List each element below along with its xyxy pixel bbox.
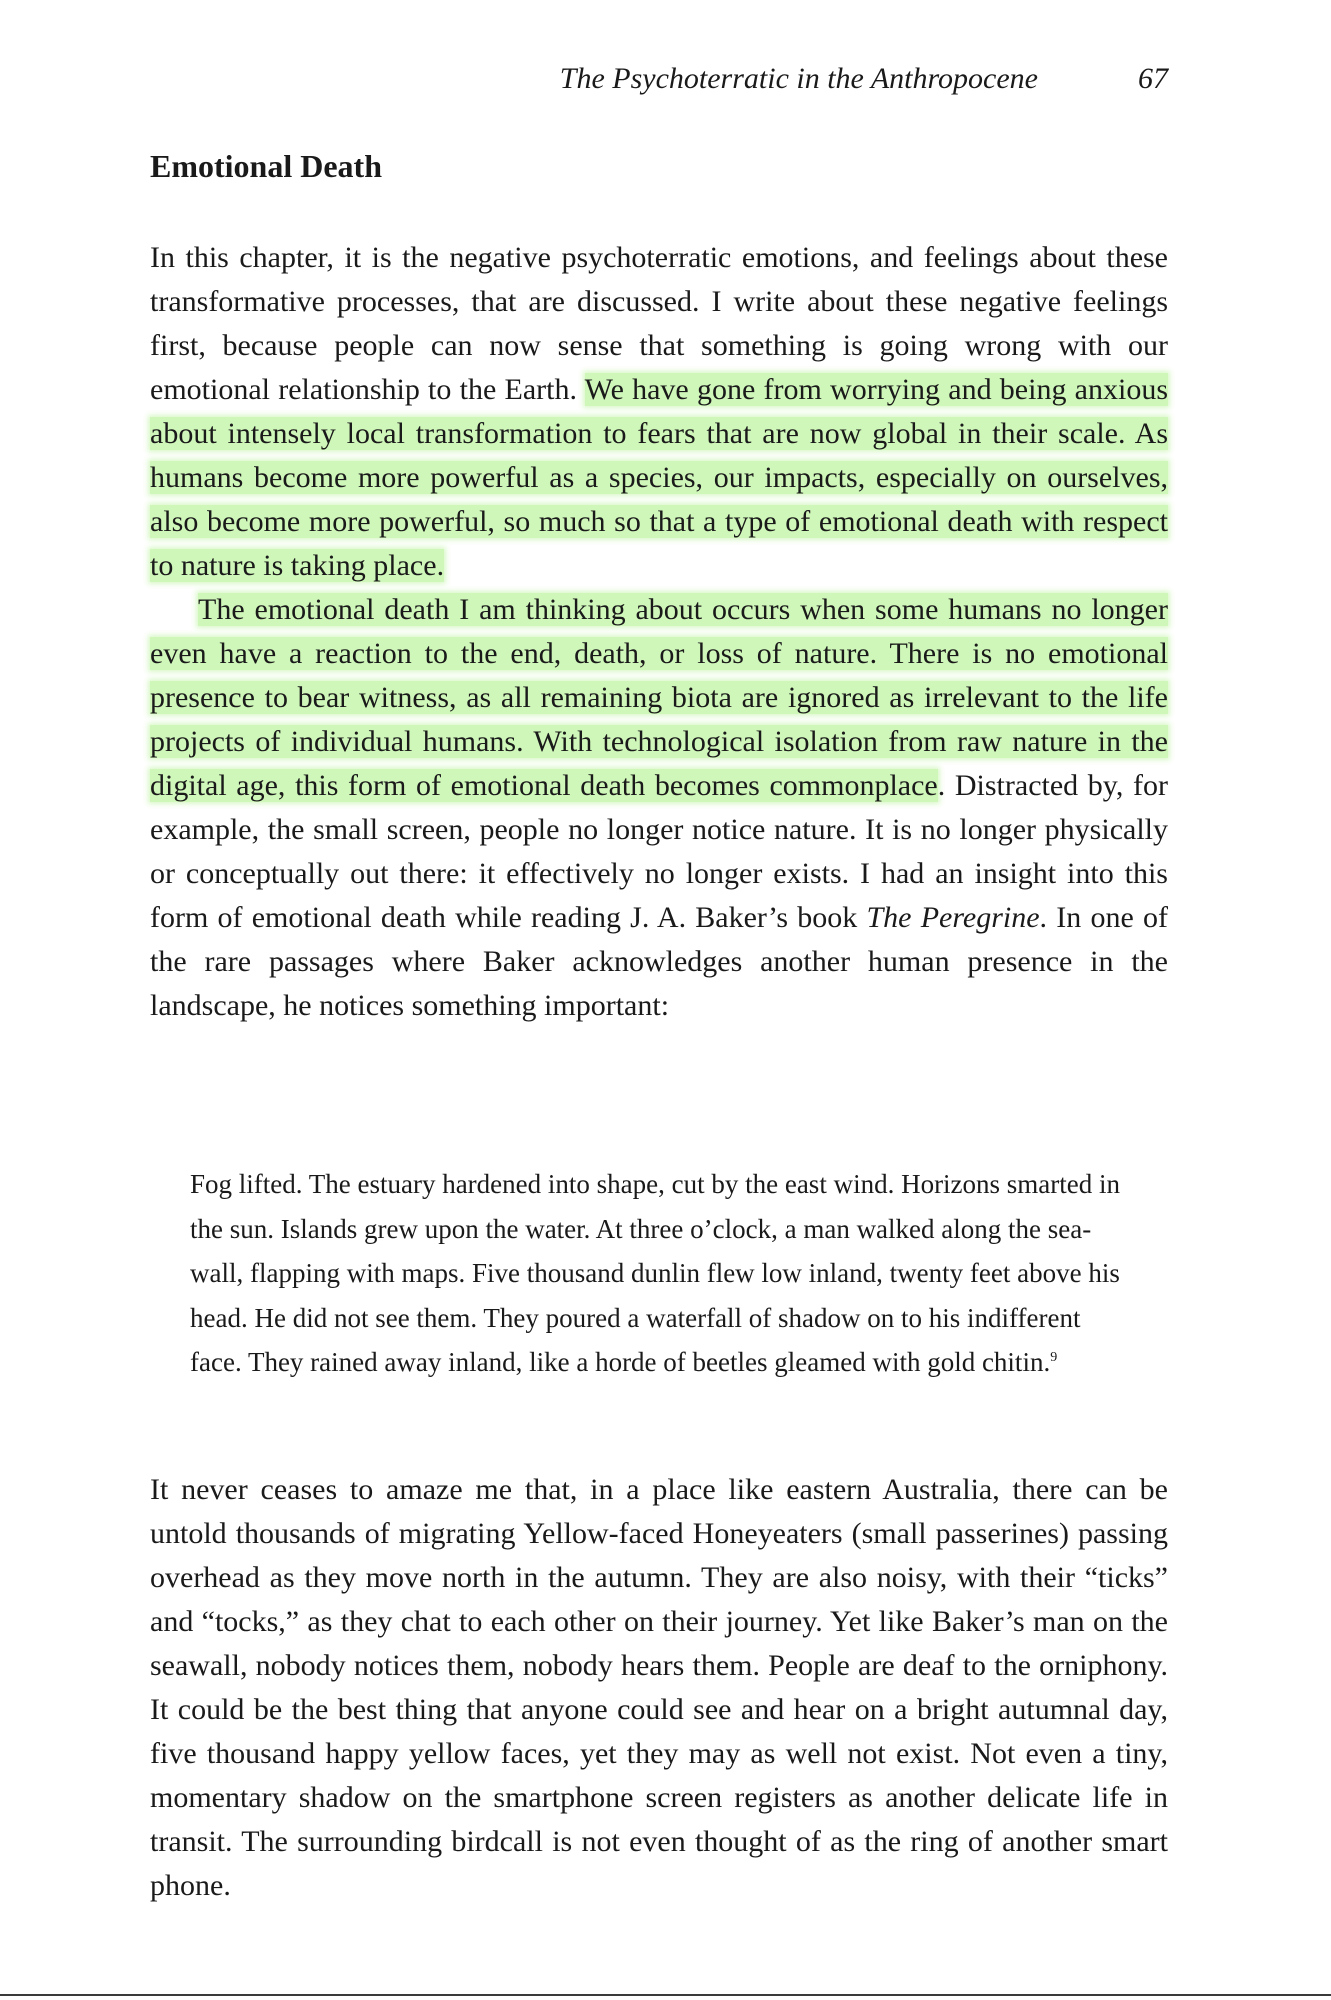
page-bottom-divider [0,1994,1331,1996]
highlighted-passage[interactable]: The emotional death I am thinking about occurs when some humans no longer even have a reaction to the end, death, or loss of nature. There is no emotional presence to bear witness, as all remaining biota are ignored as irrelevant to the life projects of individual humans. With technological isolation from raw nature in the digital age, this form of emotional death becomes commonplace [150,593,1168,802]
quotation-text: Fog lifted. The estuary hardened into shape, cut by the east wind. Horizons smarted in the sun. Islands grew upon the water. At three o’clock, a man walked along the sea-wall, flapping with maps. Five thousand dunlin flew low inland, twenty feet above his head. He did not see them. They poured a waterfall of shadow on to his indifferent face. They rained away inland, like a horde of beetles gleamed with gold chitin. [190,1169,1121,1377]
paragraph-1 [150,236,1168,588]
paragraph-2 [150,588,1168,1028]
section-heading: Emotional Death [150,148,382,184]
running-head [150,58,1168,102]
highlighted-passage[interactable]: We have gone from worrying and being anxious about intensely local transformation to fears that are now global in their scale. As humans become more powerful as a species, our impacts, especially on ourselves, also become more powerful, so much so that a type of emotional death with respect to nature is taking place. [150,373,1169,582]
paragraph-2-text: . Distracted by, for example, the small screen, people no longer notice nature. It is no longer physically or conceptually out there: it effectively no longer exists. I had an insight into this form of emotional death while reading J. A. Baker’s book [150,769,1168,934]
page-number: 67 [1138,62,1168,95]
running-head-title: The Psychoterratic in the Anthropocene [559,62,1038,95]
block-quotation [190,1162,1128,1385]
continuing-text-block [150,1468,1168,1908]
paragraph-1-text: In this chapter, it is the negative psychoterratic emotions, and feelings about these transformative processes, that are discussed. I write about these negative feelings first, because people can now sense that something is going wrong with our emotional relationship to the Earth. [150,241,1168,406]
paragraph-2-text-end: . In one of the rare passages where Baker acknowledges another human presence in the landscape, he notices something important: [150,901,1168,1022]
main-text-block [150,236,1168,1028]
footnote-reference[interactable]: 9 [1050,1350,1058,1365]
paragraph-3: It never ceases to amaze me that, in a place like eastern Australia, there can be untold thousands of migrating Yellow-faced Honeyeaters (small passerines) passing overhead as they move north in the autumn. They are also noisy, with their “ticks” and “tocks,” as they chat to each other on their journey. Yet like Baker’s man on the seawall, nobody notices them, nobody hears them. People are deaf to the orniphony. It could be the best thing that anyone could see and hear on a bright autumnal day, five thousand happy yellow faces, yet they may as well not exist. Not even a tiny, momentary shadow on the smartphone screen registers as another delicate life in transit. The surrounding birdcall is not even thought of as the ring of another smart phone. [150,1473,1168,1902]
book-title: The Peregrine [866,901,1040,934]
